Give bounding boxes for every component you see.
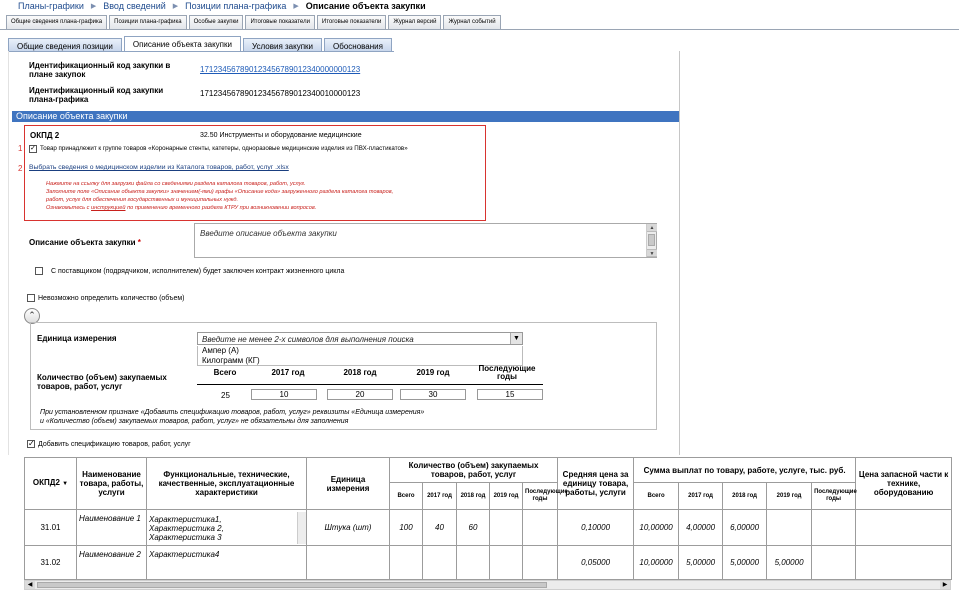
- sort-down-icon[interactable]: ▼: [62, 481, 69, 487]
- breadcrumb-input[interactable]: Ввод сведений: [103, 1, 166, 11]
- catalog-link[interactable]: Выбрать сведения о медицинском изделии из Каталога товаров, работ, услуг .xlsx: [29, 164, 289, 171]
- unit-option[interactable]: Килограмм (КГ): [202, 356, 260, 365]
- breadcrumb-positions[interactable]: Позиции плана-графика: [185, 1, 287, 11]
- chevron-down-icon[interactable]: ▼: [510, 333, 522, 344]
- red-note-line3: работ, услуг для обеспечения государственных и муниципальных нужд.: [46, 197, 239, 203]
- instruction-link[interactable]: инструкцией: [91, 205, 126, 211]
- lifecycle-label: С поставщиком (подрядчиком, исполнителем) будет заключен контракт жизненного цикла: [51, 268, 345, 275]
- okpd-label: ОКПД 2: [30, 131, 60, 140]
- breadcrumb-plans[interactable]: Планы-графики: [18, 1, 84, 11]
- red-note-pre: Ознакомьтесь с: [46, 205, 92, 211]
- tab-object-description[interactable]: Описание объекта закупки: [124, 36, 241, 51]
- cell-unit: Штука (шт): [307, 510, 390, 546]
- add-spec-label: Добавить спецификацию товаров, работ, услуг: [38, 441, 191, 448]
- ikz-link[interactable]: 171234567890123456789012340000000123: [200, 65, 361, 74]
- description-label-text: Описание объекта закупки: [29, 238, 136, 247]
- cell-sum-2019: [767, 510, 812, 546]
- tab-totals-2[interactable]: Итоговые показатели: [317, 15, 386, 29]
- tab-events-log[interactable]: Журнал событий: [443, 15, 500, 29]
- col-sum-2018: 2018 год: [723, 483, 767, 510]
- col-qty-2017: 2017 год: [423, 483, 457, 510]
- red-note-post: по применению временного раздела КТРУ при возникновении вопросов.: [125, 205, 317, 211]
- col-qty-2018: 2018 год: [457, 483, 490, 510]
- scroll-down-icon[interactable]: ▼: [647, 249, 657, 257]
- impossible-qty-label: Невозможно определить количество (объем): [38, 295, 185, 302]
- cell-sum-later: [812, 546, 856, 580]
- scroll-thumb[interactable]: [648, 234, 655, 246]
- col-qty-group: Количество (объем) закупаемых товаров, работ, услуг: [390, 458, 558, 483]
- col-okpd-label: ОКПД2: [32, 478, 60, 487]
- qty-total-value: 25: [221, 391, 230, 400]
- unit-label: Единица измерения: [37, 334, 117, 343]
- description-label: [29, 238, 141, 247]
- cell-qty-2017: 40: [423, 510, 457, 546]
- unit-options-list: [197, 346, 523, 366]
- characteristic: Характеристика1,: [149, 514, 222, 524]
- table-horizontal-scrollbar[interactable]: [24, 580, 951, 590]
- scroll-thumb[interactable]: [37, 582, 547, 588]
- red-note-line1: Нажмите на ссылку для загрузки файла со сведениями раздела каталога товаров, работ, услуг.: [46, 181, 306, 187]
- qty-2019-input[interactable]: 30: [400, 389, 466, 400]
- scroll-left-icon[interactable]: ◀: [25, 581, 35, 589]
- cell-scrollbar[interactable]: [297, 512, 306, 544]
- cell-parts-price: [856, 510, 952, 546]
- qty-later-input[interactable]: 15: [477, 389, 543, 400]
- tab-general-plan[interactable]: Общие сведения плана-графика: [6, 15, 107, 29]
- unit-option[interactable]: Ампер (А): [202, 346, 239, 355]
- col-qty-total: Всего: [390, 483, 423, 510]
- breadcrumb: [0, 0, 959, 12]
- table-row[interactable]: [25, 510, 952, 546]
- tab-special-purchases[interactable]: Особые закупки: [189, 15, 244, 29]
- qty-header-total: Всего: [213, 368, 237, 377]
- cell-sum-2018: 6,00000: [723, 510, 767, 546]
- textarea-scrollbar[interactable]: [646, 224, 656, 257]
- cell-okpd: 31.01: [25, 510, 77, 546]
- red-note-line2: Заполните поле «Описание объекта закупки» значением(-ями) графы «Описание кода» загруженного раздела каталога товаров,: [46, 189, 394, 195]
- cell-qty-later: [523, 510, 558, 546]
- breadcrumb-separator-icon: ▶: [90, 3, 97, 10]
- sub-tabs: [8, 36, 394, 51]
- cell-qty-2017: [423, 546, 457, 580]
- col-sum-total: Всего: [634, 483, 679, 510]
- impossible-qty-checkbox[interactable]: [27, 294, 35, 302]
- top-tabs: [6, 15, 503, 29]
- col-parts-price: Цена запасной части к технике, оборудованию: [856, 458, 952, 510]
- qty-2017-input[interactable]: 10: [251, 389, 317, 400]
- tab-versions-log[interactable]: Журнал версий: [388, 15, 441, 29]
- add-spec-checkbox[interactable]: ✓: [28, 439, 35, 448]
- red-note-line4: [46, 205, 316, 213]
- cell-price: 0,05000: [558, 546, 634, 580]
- marker-1: 1: [18, 144, 23, 153]
- cell-sum-later: [812, 510, 856, 546]
- qty-header-2018: 2018 год: [343, 368, 377, 377]
- cell-qty-2019: [490, 510, 523, 546]
- cell-sum-2017: 5,00000: [679, 546, 723, 580]
- qty-header-later: Последующие годы: [478, 364, 536, 381]
- col-sum-2017: 2017 год: [679, 483, 723, 510]
- tab-totals-1[interactable]: Итоговые показатели: [245, 15, 314, 29]
- qty-header-2019: 2019 год: [416, 368, 450, 377]
- col-qty-2019: 2019 год: [490, 483, 523, 510]
- cell-characteristics[interactable]: Характеристика4: [147, 546, 307, 580]
- ikz-graph-value: 171234567890123456789012340010000123: [200, 89, 361, 98]
- quantity-label: Количество (объем) закупаемых товаров, работ, услуг: [37, 373, 167, 391]
- cell-qty-2019: [490, 546, 523, 580]
- col-characteristics: Функциональные, технические, качественные, эксплуатационные характеристики: [147, 458, 307, 510]
- breadcrumb-separator-icon: ▶: [293, 3, 299, 10]
- qty-2018-input[interactable]: 20: [327, 389, 393, 400]
- required-mark: *: [137, 238, 141, 247]
- characteristic: Характеристика 3: [149, 532, 222, 542]
- breadcrumb-separator-icon: ▶: [172, 3, 179, 10]
- col-unit: Единица измерения: [307, 458, 390, 510]
- col-sum-later: Последующие годы: [812, 483, 856, 510]
- cell-qty-total: 100: [390, 510, 423, 546]
- cell-name: Наименование 1: [77, 510, 147, 546]
- cell-sum-total: 10,00000: [634, 510, 679, 546]
- table-row[interactable]: [25, 546, 952, 580]
- cell-okpd: 31.02: [25, 546, 77, 580]
- group-checkbox-label: Товар принадлежит к группе товаров «Коронарные стенты, катетеры, одноразовые медицинские изделия из ПВХ-пластикатов»: [40, 145, 408, 152]
- description-placeholder: Введите описание объекта закупки: [200, 229, 337, 238]
- scroll-right-icon[interactable]: ▶: [940, 581, 950, 589]
- description-textarea[interactable]: [194, 223, 657, 258]
- tab-general-position[interactable]: Общие сведения позиции: [8, 38, 122, 51]
- cell-sum-2019: 5,00000: [767, 546, 812, 580]
- cell-price: 0,10000: [558, 510, 634, 546]
- col-price: Средняя цена за единицу товара, работы, услуги: [558, 458, 634, 510]
- spec-note-line1: При установленном признаке «Добавить спецификацию товаров, работ, услуг» реквизиты «Единица измерения»: [40, 409, 425, 416]
- characteristics-text: [149, 515, 224, 542]
- group-checkbox[interactable]: ✓: [30, 145, 36, 152]
- col-name: Наименование товара, работы, услуги: [77, 458, 147, 510]
- ikz-graph-label: Идентификационный код закупки плана-графика: [29, 86, 164, 104]
- okpd-value: 32.50 Инструменты и оборудование медицинские: [200, 132, 362, 139]
- breadcrumb-current: Описание объекта закупки: [305, 1, 426, 11]
- spec-note-line2: и «Количество (объем) закупаемых товаров, работ, услуг» не обязательны для заполнения: [40, 418, 349, 425]
- col-sum-group: Сумма выплат по товару, работе, услуге, тыс. руб.: [634, 458, 856, 483]
- cell-unit: [307, 546, 390, 580]
- col-okpd[interactable]: [25, 458, 77, 510]
- unit-select[interactable]: [197, 332, 523, 345]
- cell-name: Наименование 2: [77, 546, 147, 580]
- ikz-label: Идентификационный код закупки в плане закупок: [29, 61, 171, 79]
- cell-qty-2018: 60: [457, 510, 490, 546]
- cell-characteristics[interactable]: [147, 510, 307, 546]
- cell-qty-total: [390, 546, 423, 580]
- unit-select-placeholder: Введите не менее 2-х символов для выполнения поиска: [202, 335, 414, 344]
- qty-header-2017: 2017 год: [271, 368, 305, 377]
- marker-2: 2: [18, 164, 23, 173]
- cell-sum-2018: 5,00000: [723, 546, 767, 580]
- col-qty-later: Последующие годы: [523, 483, 558, 510]
- divider: [0, 29, 959, 30]
- cell-sum-total: 10,00000: [634, 546, 679, 580]
- spec-table: [24, 457, 952, 580]
- cell-sum-2017: 4,00000: [679, 510, 723, 546]
- tab-justifications[interactable]: Обоснования: [324, 38, 392, 51]
- cell-qty-2018: [457, 546, 490, 580]
- scroll-up-icon[interactable]: ▲: [647, 224, 657, 232]
- cell-parts-price: [856, 546, 952, 580]
- collapse-chevron-up-icon[interactable]: ⌃: [24, 308, 40, 324]
- tab-purchase-conditions[interactable]: Условия закупки: [243, 38, 322, 51]
- lifecycle-checkbox[interactable]: [35, 267, 43, 275]
- divider: [197, 384, 543, 385]
- cell-qty-later: [523, 546, 558, 580]
- section-header: Описание объекта закупки: [12, 111, 679, 122]
- col-sum-2019: 2019 год: [767, 483, 812, 510]
- characteristic: Характеристика 2,: [149, 523, 224, 533]
- tab-plan-positions[interactable]: Позиции плана-графика: [109, 15, 186, 29]
